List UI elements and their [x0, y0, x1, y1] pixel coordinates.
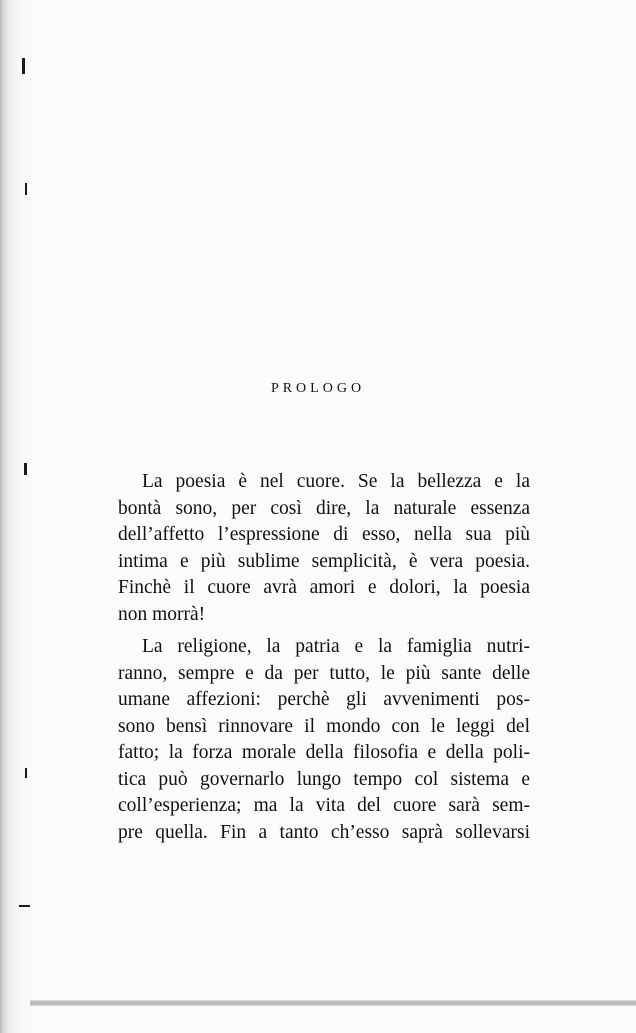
text-line: intima e più sublime semplicità, è vera poesia.	[118, 550, 530, 572]
text-line: umane affezioni: perchè gli avvenimenti pos-	[118, 689, 530, 710]
binding-edge	[0, 0, 40, 1033]
chapter-heading: PROLOGO	[270, 381, 366, 396]
edge-mark	[19, 905, 30, 907]
edge-mark	[25, 183, 27, 195]
text-line: ranno, sempre e da per tutto, le più sante delle	[118, 662, 530, 684]
paragraph-2	[118, 634, 530, 846]
text-line: non morrà!	[118, 603, 206, 625]
text-line: La poesia è nel cuore. Se la bellezza e la	[142, 471, 530, 492]
page-bottom-edge	[30, 1000, 636, 1006]
edge-mark	[25, 768, 27, 778]
edge-mark	[24, 463, 27, 475]
text-line: tica può governarlo lungo tempo col sistema e	[118, 768, 530, 790]
text-line: fatto; la forza morale della filosofia e della poli-	[118, 742, 530, 763]
text-line: Finchè il cuore avrà amori e dolori, la poesia	[118, 577, 530, 598]
text-line: La religione, la patria e la famiglia nutri-	[142, 636, 530, 657]
paragraph-1	[118, 469, 530, 628]
text-line: pre quella. Fin a tanto ch’esso saprà sollevarsi	[118, 821, 530, 843]
text-line: sono bensì rinnovare il mondo con le leggi del	[118, 715, 530, 737]
text-line: bontà sono, per così dire, la naturale essenza	[118, 497, 530, 519]
body-text	[118, 469, 530, 846]
text-line: coll’esperienza; ma la vita del cuore sarà sem-	[118, 795, 530, 816]
text-line: dell’affetto l’espressione di esso, nella sua più	[118, 524, 530, 545]
edge-mark	[22, 58, 25, 74]
